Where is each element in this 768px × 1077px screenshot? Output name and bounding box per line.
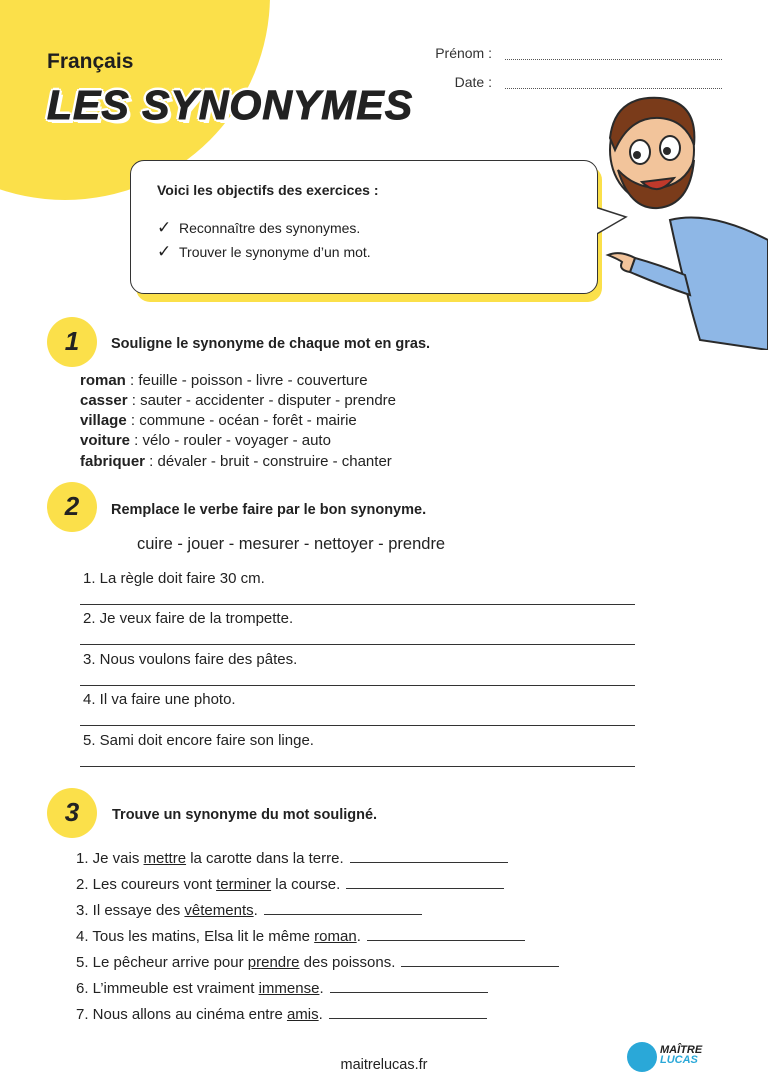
word-bank: cuire - jouer - mesurer - nettoyer - prendre [137, 535, 446, 553]
sentence-start: 4. Tous les matins, Elsa lit le même [76, 928, 315, 945]
bold-word: casser [80, 392, 128, 409]
exercise2-sentence: 2. Je veux faire de la trompette. [83, 610, 294, 627]
underlined-word: terminer [216, 876, 272, 893]
answer-line[interactable] [80, 604, 635, 605]
date-label: Date : [454, 74, 492, 90]
exercise2-number: 2 [64, 491, 80, 521]
underlined-word: mettre [143, 850, 187, 867]
sentence-start: 7. Nous allons au cinéma entre [76, 1006, 287, 1023]
prenom-label: Prénom : [435, 45, 492, 61]
word-choices: : feuille - poisson - livre - couverture [125, 372, 368, 389]
answer-blank[interactable] [350, 861, 508, 863]
exercise3-sentence [76, 902, 422, 919]
subject-label: Français [47, 50, 134, 73]
answer-line[interactable] [80, 766, 635, 767]
checkmark-icon: ✓ [157, 242, 172, 261]
exercise1-row [80, 392, 396, 409]
page-title: LES SYNONYMES [47, 82, 414, 128]
exercise1-number: 1 [64, 326, 80, 356]
exercise3-number: 3 [64, 797, 80, 827]
objective-text: Reconnaître des synonymes. [179, 220, 361, 236]
exercise1-row [80, 432, 331, 449]
logo-text [660, 1045, 702, 1065]
answer-blank[interactable] [401, 965, 559, 967]
sentence-start: 1. Je vais [76, 850, 144, 867]
sentence-end: des poissons. [299, 954, 396, 971]
word-choices: : vélo - rouler - voyager - auto [130, 432, 331, 449]
objective-text: Trouver le synonyme d’un mot. [179, 244, 371, 260]
underlined-word: roman [314, 928, 357, 945]
sentence-end: . [318, 1006, 323, 1023]
underlined-word: vêtements [184, 902, 254, 919]
brain-logo-icon [627, 1042, 657, 1072]
exercise2-sentence: 4. Il va faire une photo. [83, 691, 236, 708]
exercise2-instruction: Remplace le verbe faire par le bon synonyme. [111, 502, 427, 518]
objective-item [157, 242, 371, 262]
exercise2-sentence: 3. Nous voulons faire des pâtes. [83, 651, 298, 668]
answer-blank[interactable] [264, 913, 422, 915]
bold-word: roman [80, 372, 126, 389]
word-choices: : dévaler - bruit - construire - chanter [145, 453, 392, 470]
sentence-start: 6. L’immeuble est vraiment [76, 980, 259, 997]
sentence-end: . [319, 980, 324, 997]
exercise3-sentence [76, 1006, 487, 1023]
exercise3-sentence [76, 954, 559, 971]
exercise2-sentence: 1. La règle doit faire 30 cm. [83, 570, 265, 587]
exercise1-row [80, 372, 368, 389]
sentence-end: la carotte dans la terre. [186, 850, 344, 867]
prenom-field[interactable] [505, 59, 722, 60]
exercise3-sentence [76, 928, 525, 945]
objective-item [157, 218, 360, 238]
exercise3-sentence [76, 980, 488, 997]
teacher-illustration [590, 90, 768, 350]
answer-blank[interactable] [367, 939, 525, 941]
answer-blank[interactable] [329, 1017, 487, 1019]
answer-line[interactable] [80, 644, 635, 645]
exercise1-row [80, 453, 392, 470]
exercise1-instruction: Souligne le synonyme de chaque mot en gras. [111, 336, 431, 352]
logo-line2: LUCAS [660, 1054, 698, 1066]
date-field[interactable] [505, 88, 722, 89]
sentence-end: . [253, 902, 258, 919]
sentence-end: la course. [271, 876, 341, 893]
word-choices: : sauter - accidenter - disputer - prendre [127, 392, 397, 409]
sentence-start: 5. Le pêcheur arrive pour [76, 954, 248, 971]
underlined-word: amis [286, 1006, 319, 1023]
bold-word: village [80, 412, 127, 429]
exercise3-sentence [76, 850, 508, 867]
sentence-end: . [356, 928, 361, 945]
exercise1-row [80, 412, 357, 429]
sentence-start: 2. Les coureurs vont [76, 876, 217, 893]
checkmark-icon: ✓ [157, 218, 172, 237]
answer-line[interactable] [80, 725, 635, 726]
word-choices: : commune - océan - forêt - mairie [126, 412, 357, 429]
exercise2-sentence: 5. Sami doit encore faire son linge. [83, 732, 314, 749]
exercise3-sentence [76, 876, 504, 893]
answer-blank[interactable] [346, 887, 504, 889]
underlined-word: immense [258, 980, 320, 997]
underlined-word: prendre [247, 954, 300, 971]
bold-word: fabriquer [80, 453, 146, 470]
objectives-title: Voici les objectifs des exercices : [157, 182, 379, 198]
bold-word: voiture [80, 432, 131, 449]
logo-line1: MAÎTRE [660, 1044, 703, 1056]
answer-line[interactable] [80, 685, 635, 686]
sentence-start: 3. Il essaye des [76, 902, 185, 919]
footer-site: maitrelucas.fr [340, 1057, 428, 1073]
exercise3-instruction: Trouve un synonyme du mot souligné. [112, 807, 378, 823]
answer-blank[interactable] [330, 991, 488, 993]
